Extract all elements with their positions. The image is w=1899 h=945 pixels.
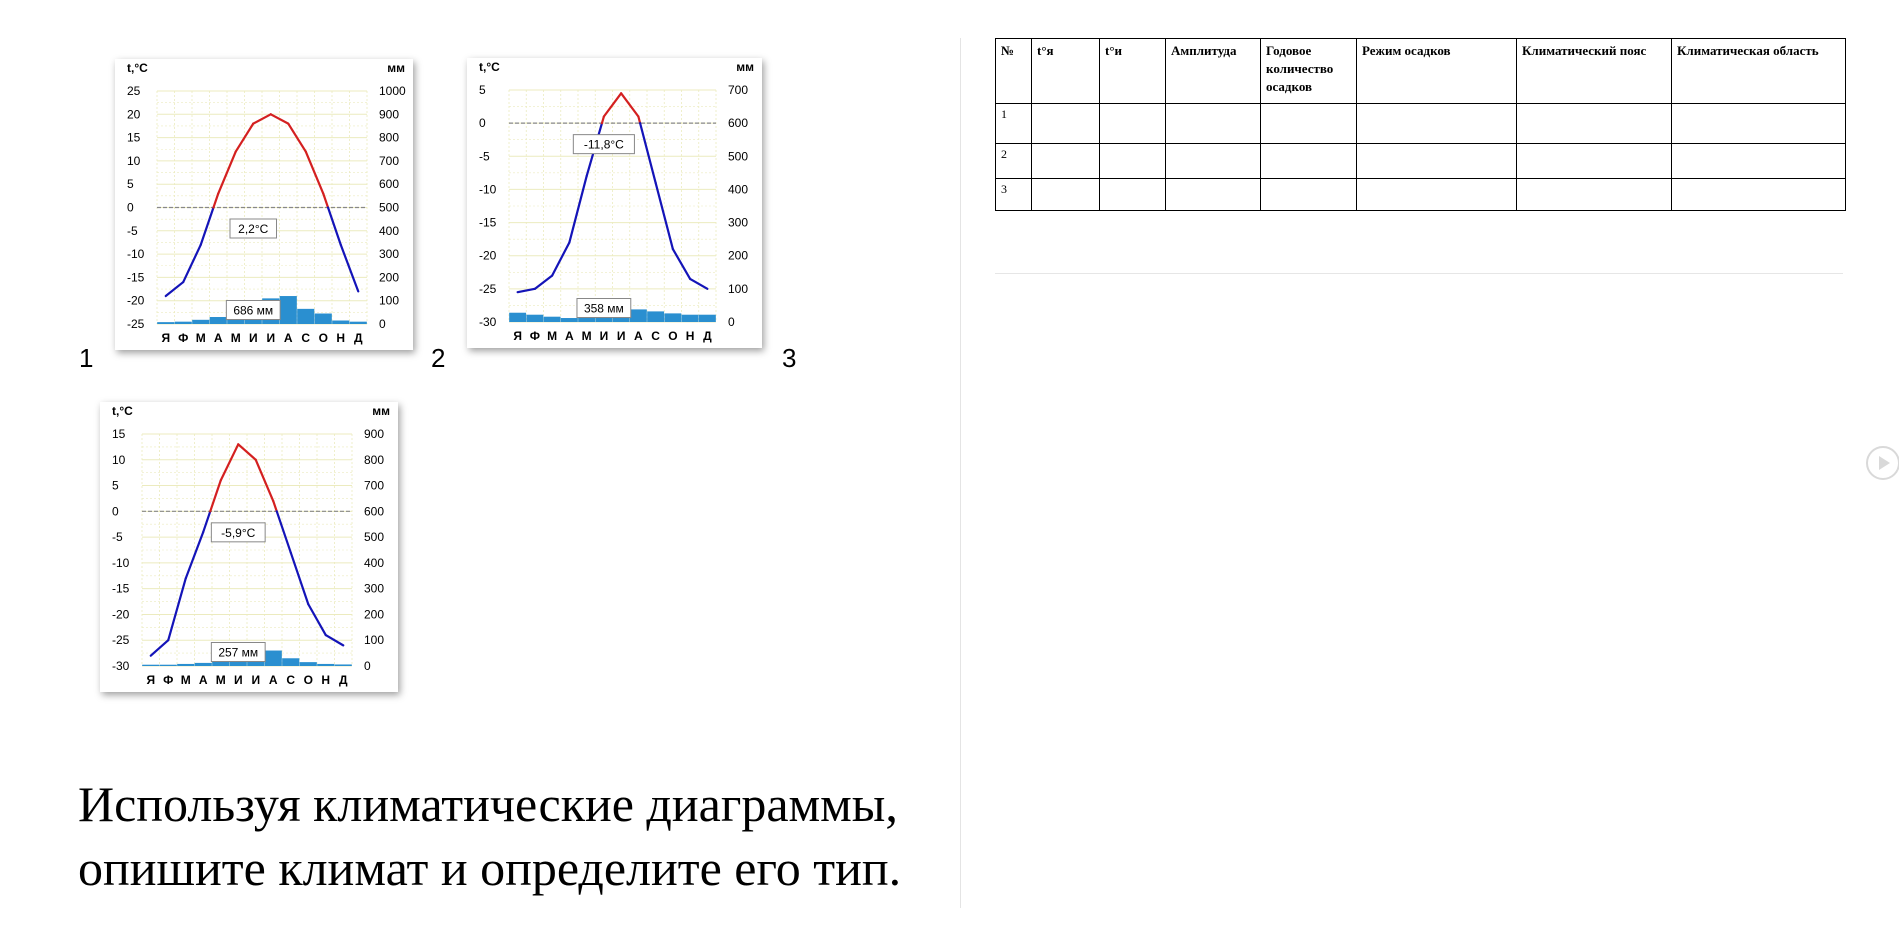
month-label: М: [230, 331, 241, 345]
precipitation-bar-9: [282, 658, 299, 666]
climate-diagram-svg: [115, 59, 413, 350]
table-cell[interactable]: [1166, 144, 1261, 179]
month-label: М: [195, 331, 206, 345]
mean-temperature-label-text: -5,9°C: [221, 525, 256, 540]
precip-tick-label: 100: [728, 281, 749, 296]
temperature-axis-label: t,°C: [112, 404, 133, 418]
precip-tick-label: 800: [379, 130, 400, 145]
header-climate-zone: Климатический пояс: [1517, 39, 1672, 104]
month-label: С: [286, 673, 296, 687]
table-row: [996, 104, 1846, 144]
temp-tick-label: 0: [112, 504, 119, 519]
temp-tick-label: -5: [127, 223, 138, 238]
table-cell[interactable]: [1672, 179, 1846, 211]
precipitation-bar-1: [142, 665, 159, 666]
precip-tick-label: 500: [364, 530, 385, 545]
precip-tick-label: 200: [379, 270, 400, 285]
month-label: Я: [146, 673, 156, 687]
month-label: И: [266, 331, 276, 345]
precip-tick-label: 900: [379, 107, 400, 122]
table-row: [996, 144, 1846, 179]
month-label: А: [565, 329, 574, 343]
precipitation-bar-4: [210, 317, 227, 324]
instruction-text: Используя климатические диаграммы, опишите климат и определите его тип.: [78, 776, 902, 896]
month-label: С: [651, 329, 660, 343]
climate-diagram-svg: [467, 58, 762, 348]
annual-precipitation-label: [577, 299, 631, 318]
precip-tick-label: 800: [364, 452, 385, 467]
precipitation-bar-5: [578, 317, 595, 322]
precip-tick-label: 600: [728, 116, 749, 131]
table-cell[interactable]: 1: [996, 104, 1032, 144]
precip-tick-label: 300: [379, 247, 400, 262]
precipitation-bar-2: [160, 665, 177, 666]
month-label: Ф: [163, 673, 174, 687]
precipitation-bar-12: [350, 322, 367, 324]
precipitation-bar-3: [544, 317, 561, 322]
month-label: И: [248, 331, 258, 345]
table-cell[interactable]: [1261, 179, 1357, 211]
table-header-row: [996, 39, 1846, 104]
temp-tick-label: 5: [112, 478, 119, 493]
month-label: М: [581, 329, 592, 343]
table-cell[interactable]: [1100, 104, 1166, 144]
precipitation-bar-1: [157, 322, 174, 324]
month-label: О: [668, 329, 678, 343]
precipitation-bar-1: [509, 313, 526, 322]
header-climate-region: Климатическая область: [1672, 39, 1846, 104]
precip-tick-label: 700: [379, 153, 400, 168]
temp-tick-label: -30: [479, 315, 497, 329]
month-label: М: [547, 329, 558, 343]
header-annual-precipitation: Годовое количество осадков: [1261, 39, 1357, 104]
table-cell[interactable]: 3: [996, 179, 1032, 211]
precip-tick-label: 600: [364, 504, 385, 519]
temp-tick-label: -25: [112, 633, 130, 648]
temp-tick-label: -5: [112, 530, 123, 545]
next-slide-icon[interactable]: [1866, 446, 1899, 480]
precipitation-axis-label: мм: [736, 60, 754, 74]
precip-tick-label: 900: [364, 427, 385, 441]
table-cell[interactable]: [1672, 144, 1846, 179]
precip-tick-label: 600: [379, 177, 400, 192]
precipitation-bar-8: [280, 296, 297, 324]
month-label: Н: [685, 329, 695, 343]
table-cell[interactable]: [1261, 104, 1357, 144]
temp-tick-label: 0: [479, 116, 486, 131]
temperature-line-segment: [604, 93, 621, 116]
precip-tick-label: 400: [728, 182, 749, 197]
month-label: А: [283, 331, 293, 345]
month-label: Я: [513, 329, 522, 343]
precipitation-bar-11: [682, 315, 699, 322]
precipitation-bar-8: [265, 651, 282, 666]
annual-precipitation-label-text: 686 мм: [233, 303, 274, 318]
table-cell[interactable]: [1517, 144, 1672, 179]
header-number: №: [996, 39, 1032, 104]
precip-tick-label: 100: [364, 633, 385, 648]
annual-precipitation-label: [211, 643, 265, 662]
temperature-line-segment: [621, 93, 638, 116]
temp-tick-label: -25: [479, 281, 497, 296]
month-label: А: [268, 673, 278, 687]
climate-diagram-3: [100, 402, 398, 692]
climate-diagram-svg: [100, 402, 398, 692]
precip-tick-label: 400: [379, 223, 400, 238]
precip-tick-label: 300: [728, 215, 749, 230]
chart-grid: [142, 434, 352, 666]
table-cell[interactable]: [1517, 179, 1672, 211]
temp-tick-label: -15: [112, 581, 130, 596]
precipitation-bar-12: [335, 664, 352, 666]
climate-diagram-2: [467, 58, 762, 348]
temp-tick-label: -20: [112, 607, 130, 622]
temp-tick-label: 15: [127, 130, 141, 145]
temperature-line-segment: [328, 208, 341, 245]
temp-tick-label: -10: [127, 247, 145, 262]
annual-precipitation-label-text: 358 мм: [583, 301, 624, 316]
precip-tick-label: 700: [364, 478, 385, 493]
precipitation-axis-label: мм: [372, 404, 390, 418]
table-cell[interactable]: [1032, 104, 1100, 144]
temp-tick-label: -15: [479, 215, 497, 230]
precipitation-bar-4: [195, 663, 212, 666]
header-temp-july: t°и: [1100, 39, 1166, 104]
table-cell[interactable]: [1357, 104, 1517, 144]
precipitation-bar-10: [664, 313, 681, 322]
chart-number-3: 3: [782, 343, 797, 373]
precip-tick-label: 700: [728, 83, 749, 97]
mean-temperature-label: [211, 523, 265, 542]
table-cell[interactable]: [1100, 144, 1166, 179]
temperature-line-segment: [291, 553, 309, 605]
chart-number-1: 1: [79, 343, 94, 373]
header-precipitation-regime: Режим осадков: [1357, 39, 1517, 104]
temp-tick-label: 10: [112, 452, 126, 467]
table-cell[interactable]: [1032, 179, 1100, 211]
temperature-axis-label: t,°C: [127, 61, 148, 75]
precip-tick-label: 200: [364, 607, 385, 622]
annual-precipitation-label-text: 257 мм: [218, 645, 259, 660]
precip-tick-label: 200: [728, 248, 749, 263]
temp-tick-label: 15: [112, 427, 126, 441]
precipitation-bar-2: [526, 315, 543, 322]
mean-temperature-label-text: 2,2°C: [238, 222, 269, 236]
temp-tick-label: -10: [479, 182, 497, 197]
chart-number-2: 2: [431, 343, 446, 373]
slide-divider: [960, 38, 961, 908]
temp-tick-label: -25: [127, 317, 145, 331]
month-label: А: [213, 331, 223, 345]
table-cell[interactable]: [1357, 144, 1517, 179]
month-label: Д: [703, 329, 712, 343]
precip-tick-label: 400: [364, 555, 385, 570]
mean-temperature-label: [230, 219, 277, 238]
precip-tick-label: 500: [379, 200, 400, 215]
table-row: [996, 179, 1846, 211]
header-temp-january: t°я: [1032, 39, 1100, 104]
month-label: О: [318, 331, 328, 345]
month-label: Н: [321, 673, 331, 687]
temp-tick-label: -15: [127, 270, 145, 285]
month-label: И: [616, 329, 626, 343]
precipitation-axis-label: мм: [387, 61, 405, 75]
climate-table-container: [995, 38, 1846, 211]
month-label: Ф: [178, 331, 189, 345]
temp-tick-label: -10: [112, 555, 130, 570]
table-cell[interactable]: [1261, 144, 1357, 179]
month-label: Д: [353, 331, 363, 345]
month-label: Д: [338, 673, 348, 687]
precipitation-bar-2: [175, 322, 192, 324]
chart-grid: [509, 90, 716, 322]
temp-tick-label: 25: [127, 84, 141, 98]
temp-tick-label: 5: [127, 177, 134, 192]
month-label: И: [599, 329, 609, 343]
month-label: М: [180, 673, 191, 687]
table-cell[interactable]: [1032, 144, 1100, 179]
temp-tick-label: 10: [127, 153, 141, 168]
temp-tick-label: 0: [127, 200, 134, 215]
temp-tick-label: -20: [479, 248, 497, 263]
month-label: Ф: [529, 329, 540, 343]
table-cell[interactable]: [1166, 179, 1261, 211]
precipitation-bar-3: [192, 320, 209, 324]
precip-tick-label: 100: [379, 293, 400, 308]
month-label: Н: [336, 331, 346, 345]
precipitation-bar-9: [647, 311, 664, 322]
temperature-line-segment: [201, 208, 214, 245]
temp-tick-label: -20: [127, 293, 145, 308]
month-label: И: [233, 673, 243, 687]
section-separator: [995, 273, 1843, 274]
precip-tick-label: 1000: [379, 84, 406, 98]
precip-tick-label: 0: [379, 317, 386, 331]
precipitation-bar-9: [297, 309, 314, 324]
annual-precipitation-label: [226, 301, 280, 320]
header-amplitude: Амплитуда: [1166, 39, 1261, 104]
precipitation-bar-4: [561, 318, 578, 322]
table-cell[interactable]: [1517, 104, 1672, 144]
month-label: И: [251, 673, 261, 687]
month-label: С: [301, 331, 311, 345]
precipitation-bar-8: [630, 309, 647, 322]
temperature-line-segment: [203, 511, 210, 532]
temperature-axis-label: t,°C: [479, 60, 500, 74]
precipitation-bar-3: [177, 664, 194, 666]
month-label: О: [303, 673, 313, 687]
mean-temperature-label: [573, 135, 634, 154]
temperature-line-segment: [277, 511, 291, 552]
temp-tick-label: 5: [479, 83, 486, 97]
temp-tick-label: 20: [127, 107, 141, 122]
temperature-line-segment: [640, 123, 656, 183]
temp-tick-label: -5: [479, 149, 490, 164]
table-cell[interactable]: [1166, 104, 1261, 144]
table-cell[interactable]: [1100, 179, 1166, 211]
month-label: М: [215, 673, 226, 687]
precip-tick-label: 0: [364, 659, 371, 673]
precip-tick-label: 500: [728, 149, 749, 164]
precipitation-bar-10: [300, 662, 317, 666]
precip-tick-label: 300: [364, 581, 385, 596]
month-label: А: [198, 673, 208, 687]
month-label: А: [634, 329, 643, 343]
precipitation-bar-10: [315, 314, 332, 324]
temperature-line-segment: [273, 501, 277, 511]
table-cell[interactable]: [1672, 104, 1846, 144]
precipitation-bar-11: [317, 664, 334, 666]
precipitation-bar-12: [699, 315, 716, 322]
month-label: Я: [161, 331, 171, 345]
precip-tick-label: 0: [728, 315, 735, 329]
mean-temperature-label-text: -11,8°C: [583, 137, 624, 152]
climate-diagram-1: [115, 59, 413, 350]
precipitation-bar-11: [332, 321, 349, 324]
temp-tick-label: -30: [112, 659, 130, 673]
table-cell[interactable]: [1357, 179, 1517, 211]
table-cell[interactable]: 2: [996, 144, 1032, 179]
climate-table: [995, 38, 1846, 211]
